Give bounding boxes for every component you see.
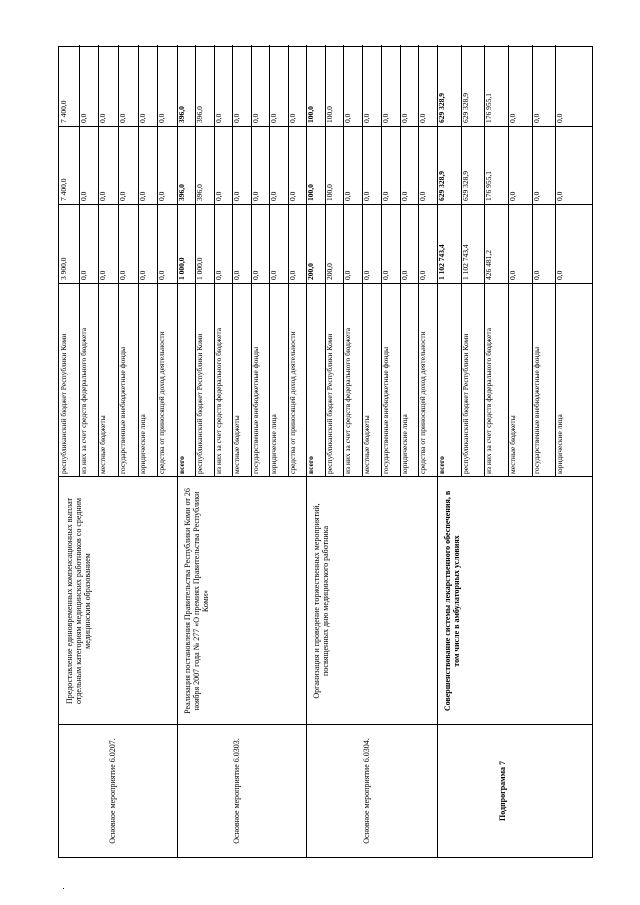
budget-table — [58, 46, 593, 858]
amount-cell: 0,0 — [78, 270, 88, 280]
amount-cell: 396,0 — [177, 184, 186, 201]
amount-cell: 0,0 — [269, 113, 279, 123]
amount-cell: 0,0 — [508, 270, 517, 280]
amount-cell: 0,0 — [380, 113, 390, 123]
amount-cell: 0,0 — [399, 113, 409, 123]
amount-cell: 0,0 — [118, 113, 127, 123]
funding-source: юридические лица — [269, 414, 279, 474]
section-number: Подпрограмма 7 — [498, 760, 507, 822]
amount-cell: 0,0 — [98, 113, 108, 123]
amount-cell: 0,0 — [380, 191, 390, 201]
amount-cell: 0,0 — [269, 191, 279, 201]
amount-cell: 396,0 — [195, 184, 205, 201]
amount-cell: 1 000,0 — [195, 257, 205, 280]
amount-cell: 100,0 — [324, 184, 334, 201]
funding-source: республиканский бюджет Республики Коми — [460, 333, 470, 474]
amount-cell: 200,0 — [324, 263, 334, 280]
amount-cell: 0,0 — [508, 113, 517, 123]
funding-source: всего — [306, 456, 315, 474]
scan-speck — [63, 888, 64, 889]
amount-cell: 0,0 — [399, 270, 409, 280]
amount-cell: 0,0 — [343, 113, 353, 123]
amount-cell: 1 000,0 — [177, 257, 186, 280]
amount-cell: 7 400,0 — [59, 100, 68, 123]
funding-source: всего — [437, 456, 446, 474]
amount-cell: 100,0 — [324, 106, 334, 123]
amount-cell: 0,0 — [232, 191, 242, 201]
amount-cell: 3 900,0 — [59, 257, 68, 280]
amount-cell: 0,0 — [362, 191, 372, 201]
amount-cell: 0,0 — [137, 270, 147, 280]
funding-source: юридические лица — [399, 414, 409, 474]
funding-source: государственные внебюджетные фонды — [380, 346, 390, 474]
amount-cell: 0,0 — [508, 191, 517, 201]
funding-source: республиканский бюджет Республики Коми — [195, 333, 205, 474]
amount-cell: 0,0 — [555, 270, 565, 280]
amount-cell: 629 328,9 — [460, 93, 470, 123]
amount-cell: 0,0 — [78, 113, 88, 123]
amount-cell: 0,0 — [531, 113, 541, 123]
amount-cell: 100,0 — [306, 184, 315, 201]
amount-cell: 0,0 — [213, 191, 223, 201]
amount-cell: 0,0 — [418, 270, 428, 280]
funding-source: средства от приносящей доход деятельности — [287, 331, 297, 474]
amount-cell: 629 328,9 — [437, 93, 446, 123]
amount-cell: 0,0 — [250, 113, 260, 123]
amount-cell: 0,0 — [98, 270, 108, 280]
section-description: Реализация постановления Правительства Республики Коми от 26 ноября 2007 года № 277 «О премиях Правительства Республики Коми» — [183, 488, 210, 714]
funding-source: местные бюджеты — [508, 415, 517, 474]
funding-source: государственные внебюджетные фонды — [531, 346, 541, 474]
funding-source: из них за счет средств федерального бюджета — [343, 327, 353, 474]
amount-cell: 0,0 — [269, 270, 279, 280]
amount-cell: 629 328,9 — [460, 171, 470, 201]
amount-cell: 176 955,1 — [484, 171, 494, 201]
funding-source: местные бюджеты — [98, 415, 108, 474]
column-divider — [59, 724, 592, 725]
amount-cell: 0,0 — [362, 113, 372, 123]
section-number: Основное мероприятие 6.0207. — [108, 738, 117, 844]
amount-cell: 0,0 — [343, 270, 353, 280]
funding-source: юридические лица — [555, 414, 565, 474]
amount-cell: 0,0 — [213, 270, 223, 280]
amount-cell: 0,0 — [118, 270, 127, 280]
amount-cell: 0,0 — [137, 191, 147, 201]
funding-source: из них за счет средств федерального бюджета — [484, 327, 494, 474]
amount-cell: 0,0 — [531, 270, 541, 280]
amount-cell: 0,0 — [287, 191, 297, 201]
amount-cell: 1 102 743,4 — [437, 244, 446, 280]
funding-source: республиканский бюджет Республики Коми — [59, 333, 68, 474]
amount-cell: 100,0 — [306, 106, 315, 123]
amount-cell: 0,0 — [555, 191, 565, 201]
amount-cell: 0,0 — [157, 270, 167, 280]
funding-source: юридические лица — [137, 414, 147, 474]
section-description: Организация и проведение торжественных мероприятий, посвященных дню медицинского работника — [312, 503, 330, 699]
amount-cell: 0,0 — [418, 113, 428, 123]
amount-cell: 0,0 — [118, 191, 127, 201]
section-number: Основное мероприятие 6.0304. — [361, 738, 371, 844]
amount-cell: 396,0 — [195, 106, 205, 123]
amount-cell: 0,0 — [418, 191, 428, 201]
amount-cell: 396,0 — [177, 106, 186, 123]
funding-source: из них за счет средств федерального бюджета — [213, 327, 223, 474]
section-number: Основное мероприятие 6.0303. — [231, 738, 241, 844]
funding-source: средства от приносящей доход деятельности — [157, 331, 167, 474]
funding-source: средства от приносящей доход деятельности — [418, 331, 428, 474]
amount-cell: 426 481,2 — [484, 250, 494, 280]
funding-source: государственные внебюджетные фонды — [118, 346, 127, 474]
amount-cell: 0,0 — [157, 113, 167, 123]
funding-source: местные бюджеты — [362, 415, 372, 474]
amount-cell: 7 400,0 — [59, 178, 68, 201]
funding-source: государственные внебюджетные фонды — [250, 346, 260, 474]
section-description: Совершенствование системы лекарственного обеспечения, в том числе в амбулаторных условиях — [443, 490, 461, 712]
funding-source: республиканский бюджет Республики Коми — [324, 333, 334, 474]
amount-cell: 0,0 — [232, 113, 242, 123]
amount-cell: 0,0 — [531, 191, 541, 201]
funding-source: из них за счет средств федерального бюджета — [78, 327, 88, 474]
amount-cell: 176 955,1 — [484, 93, 494, 123]
amount-cell: 0,0 — [343, 191, 353, 201]
amount-cell: 0,0 — [250, 191, 260, 201]
amount-cell: 0,0 — [137, 113, 147, 123]
amount-cell: 629 328,9 — [437, 171, 446, 201]
amount-cell: 0,0 — [78, 191, 88, 201]
funding-source: местные бюджеты — [232, 415, 242, 474]
section-description: Предоставление единовременных компенсационных выплат отдельным категориям медицинских работников со средним медицинским образованием — [65, 497, 92, 705]
amount-cell: 0,0 — [362, 270, 372, 280]
amount-cell: 0,0 — [157, 191, 167, 201]
amount-cell: 0,0 — [380, 270, 390, 280]
amount-cell: 0,0 — [555, 113, 565, 123]
amount-cell: 0,0 — [98, 191, 108, 201]
amount-cell: 200,0 — [306, 263, 315, 280]
funding-source: всего — [177, 456, 186, 474]
amount-cell: 0,0 — [213, 113, 223, 123]
amount-cell: 1 102 743,4 — [460, 244, 470, 280]
amount-cell: 0,0 — [232, 270, 242, 280]
amount-cell: 0,0 — [250, 270, 260, 280]
amount-cell: 0,0 — [399, 191, 409, 201]
amount-cell: 0,0 — [287, 113, 297, 123]
amount-cell: 0,0 — [287, 270, 297, 280]
